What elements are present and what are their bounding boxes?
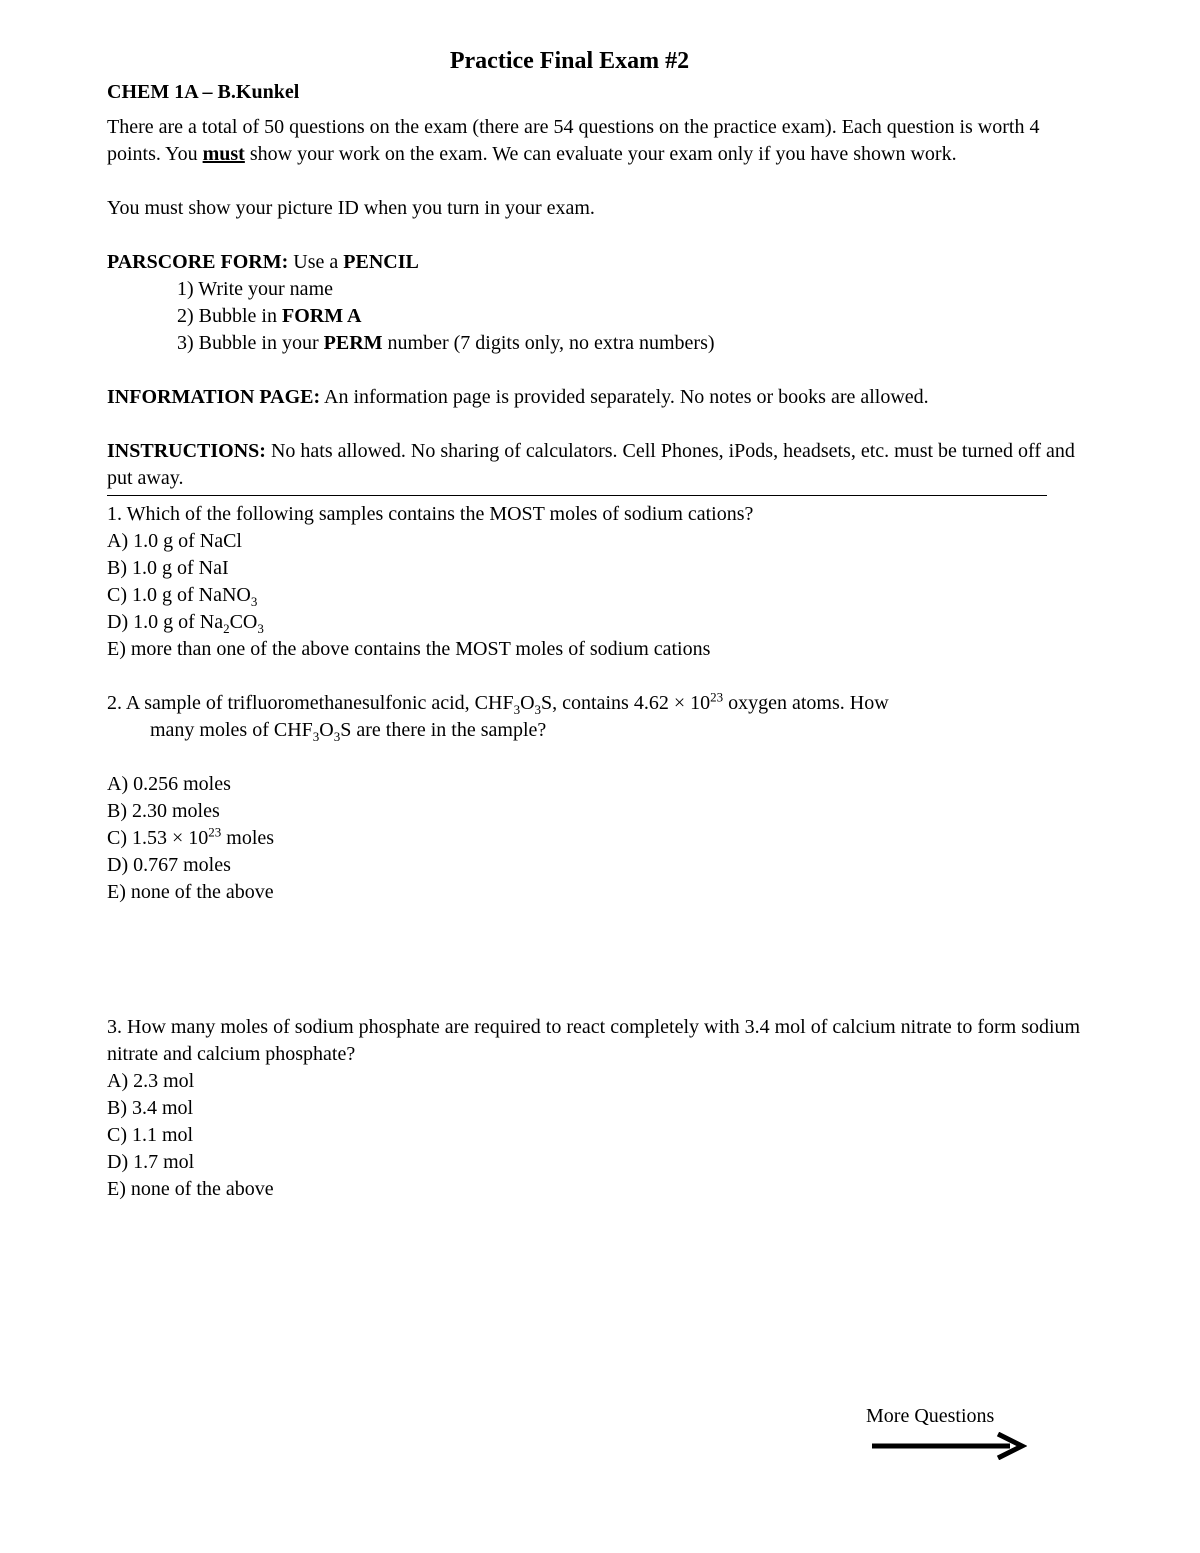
choice-e: E) more than one of the above contains the MOST moles of sodium cations [107, 638, 711, 660]
exam-page [107, 45, 1097, 1203]
information-page-section: INFORMATION PAGE: An information page is provided separately. No notes or books are allowed. [107, 386, 929, 408]
parscore-step-3: 3) Bubble in your PERM number (7 digits only, no extra numbers) [177, 332, 715, 354]
page-title: Practice Final Exam #2 [449, 48, 690, 74]
right-arrow-icon [872, 1432, 1027, 1460]
question-1-choices [107, 528, 1097, 663]
choice-a: A) 0.256 moles [107, 773, 231, 795]
divider [107, 495, 1047, 496]
parscore-label: PARSCORE FORM: [107, 251, 289, 273]
information-label: INFORMATION PAGE: [107, 386, 321, 408]
course-label: CHEM 1A – B.Kunkel [107, 81, 300, 103]
choice-e: E) none of the above [107, 1178, 274, 1200]
choice-d: D) 1.7 mol [107, 1151, 195, 1173]
choice-d: D) 0.767 moles [107, 854, 231, 876]
question-2-stem-continued: many moles of $CHF_3O_3S$ are there in the sample? [150, 719, 547, 744]
choice-e: E) none of the above [107, 881, 274, 903]
choice-a: A) 2.3 mol [107, 1070, 195, 1092]
question-3-stem: 3. How many moles of sodium phosphate are required to react completely with 3.4 mol of calcium nitrate to form sodium nitrate and calcium phosphate? [107, 1016, 1081, 1065]
question-2-choices [107, 771, 1097, 906]
choice-b: B) 2.30 moles [107, 800, 220, 822]
parscore-step-1: 1) Write your name [177, 278, 333, 300]
choice-b: B) 3.4 mol [107, 1097, 194, 1119]
question-1-stem: 1. Which of the following samples contains the MOST moles of sodium cations? [107, 503, 754, 525]
choice-d: D) 1.0 g of $Na_2CO_3$ [107, 611, 264, 636]
question-1 [107, 501, 1097, 663]
parscore-step-2: 2) Bubble in FORM A [177, 305, 362, 327]
choice-c: C) 1.1 mol [107, 1124, 194, 1146]
choice-b: B) 1.0 g of NaI [107, 557, 229, 579]
intro-paragraph: There are a total of 50 questions on the exam (there are 54 questions on the practice exam). Each question is worth 4 points. You must show your work on the exam. We can evaluate your exam only if you have shown work. [107, 116, 1040, 165]
question-2-stem: 2. A sample of trifluoromethanesulfonic acid, $CHF_3O_3S$, contains $4.62 \times 10^{23}$ oxygen atoms. How [107, 689, 889, 717]
choice-c: C) $1.53 \times 10^{23}$ moles [107, 824, 275, 849]
choice-a: A) 1.0 g of NaCl [107, 530, 242, 552]
instructions-section: INSTRUCTIONS: No hats allowed. No sharing of calculators. Cell Phones, iPods, headsets, etc. must be turned off and put away. [107, 440, 1075, 489]
question-3 [107, 1014, 1097, 1203]
parscore-section: PARSCORE FORM: Use a PENCIL 1) Write your name 2) Bubble in FORM A 3) Bubble in your PERM number (7 digits only, no extra numbers) [107, 249, 1097, 357]
more-questions-label: More Questions [866, 1405, 995, 1427]
question-2 [107, 690, 1097, 906]
must-emphasis: must [202, 143, 245, 165]
question-3-choices [107, 1068, 1097, 1203]
picture-id-note: You must show your picture ID when you turn in your exam. [107, 197, 595, 219]
choice-c: C) 1.0 g of NaNO$_3$ [107, 584, 258, 609]
instructions-label: INSTRUCTIONS: [107, 440, 266, 462]
